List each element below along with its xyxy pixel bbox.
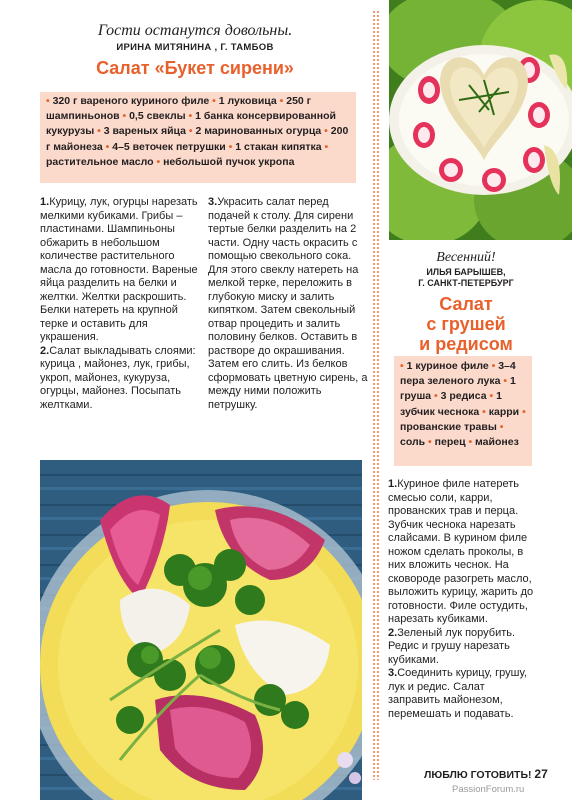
heart-salad-photo [389, 0, 572, 240]
ingredient: • 3–4 пера зеленого лука [400, 360, 516, 387]
recipe-step: 2.Зеленый лук порубить. Редис и грушу нарезать кубиками. [388, 626, 516, 666]
ingredient: • 4–5 веточек петрушки [106, 141, 226, 153]
recipe-step: 3.Соединить курицу, грушу, лук и редис. Салат заправить майонезом, перемешать и подавать. [388, 667, 527, 720]
recipe2-title [396, 294, 536, 354]
watermark: PassionForum.ru [452, 784, 525, 795]
recipe-step: 2.Салат выкладывать слоями: курица , майонез, лук, грибы, укроп, майонез, кукуруза, огурцы, майонез. Посыпать желтками. [40, 344, 196, 411]
heart-salad-illustration [389, 0, 572, 240]
ingredient: • 1 куриное филе [400, 360, 489, 372]
magazine-name: ЛЮБЛЮ ГОТОВИТЬ! [424, 769, 532, 781]
column-divider [372, 10, 380, 780]
ingredient: • 1 банка консервированной кукурузы [46, 110, 336, 137]
ingredient: • перец [428, 436, 465, 448]
recipe1-title: Салат «Букет сирени» [96, 58, 294, 78]
recipe-step: 3.Украсить салат перед подачей к столу. Для сирени тертые белки разделить на 2 части. Одну часть окрасить с помощью свекольного сока. Для этого свеклу натереть на мелкой терке, переложить в глубокую миску и залить кипятком. Затем свекольный отвар процедить и залить половину белков. Оставить в растворе до окрашивания. Затем его слить. Из белков сформовать цветную сирень, а между ними положить петрушку. [208, 196, 368, 411]
recipe2-tagline: Весенний! [436, 250, 496, 265]
recipe1-author: ИРИНА МИТЯНИНА , Г. ТАМБОВ [116, 42, 274, 53]
recipe2-title-line: и редисом [419, 334, 513, 354]
recipe2-ingredients [394, 356, 532, 466]
recipe1-steps-col1 [40, 196, 202, 412]
recipe-step: 1.Курицу, лук, огурцы нарезать мелкими кубиками. Грибы – пластинами. Шампиньоны обжарить в небольшом количестве растительного масла до готовности. Вареные яйца разделить на белки и желтки. Желтки раскрошить. Белки натереть на крупной терке и оставить для украшения. [40, 196, 198, 343]
ingredient: • растительное масло [46, 141, 328, 168]
recipe2-author-city: Г. САНКТ-ПЕТЕРБУРГ [418, 278, 514, 288]
recipe1-ingredients [40, 92, 356, 183]
ingredient: • 1 луковица [212, 95, 277, 107]
recipe2-title-line: Салат [439, 294, 493, 314]
page-number: 27 [534, 767, 548, 781]
recipe2-title-line: с грушей [426, 314, 506, 334]
recipe2-author [396, 267, 536, 289]
lilac-salad-illustration [40, 460, 362, 800]
ingredient: • 1 зубчик чеснока [400, 390, 502, 417]
page-footer [424, 767, 548, 781]
recipe2-steps [388, 478, 536, 721]
ingredient: • 3 редиса [434, 390, 487, 402]
recipe-step: 1.Куриное филе натереть смесью соли, карри, прованских трав и перца. Зубчик чеснока нарезать слайсами. В курином филе ножом сделать проколы, в них вложить чеснок. На сковороде разогреть масло, выложить курицу, жарить до готовности. Филе остудить, нарезать кубиками. [388, 478, 534, 625]
ingredient: • прованские травы [400, 406, 526, 433]
ingredient: • соль [400, 421, 503, 448]
lilac-salad-photo [40, 460, 362, 800]
ingredient: • 3 вареных яйца [97, 125, 186, 137]
ingredient: • карри [482, 406, 519, 418]
ingredient: • 2 маринованных огурца [189, 125, 321, 137]
recipe1-tagline: Гости останутся довольны. [97, 22, 293, 39]
ingredient: • 1 груша [400, 375, 516, 402]
recipe2-author-name: ИЛЬЯ БАРЫШЕВ, [426, 267, 506, 277]
ingredient: • 0,5 свеклы [123, 110, 186, 122]
ingredient: • 320 г вареного куриного филе [46, 95, 209, 107]
ingredient: • 200 г майонеза [46, 125, 348, 152]
ingredient: • майонез [468, 436, 518, 448]
ingredient: • 1 стакан кипятка [229, 141, 322, 153]
ingredient: • небольшой пучок укропа [157, 156, 295, 168]
recipe1-steps-col2 [208, 196, 368, 412]
ingredient: • 250 г шампиньонов [46, 95, 311, 122]
